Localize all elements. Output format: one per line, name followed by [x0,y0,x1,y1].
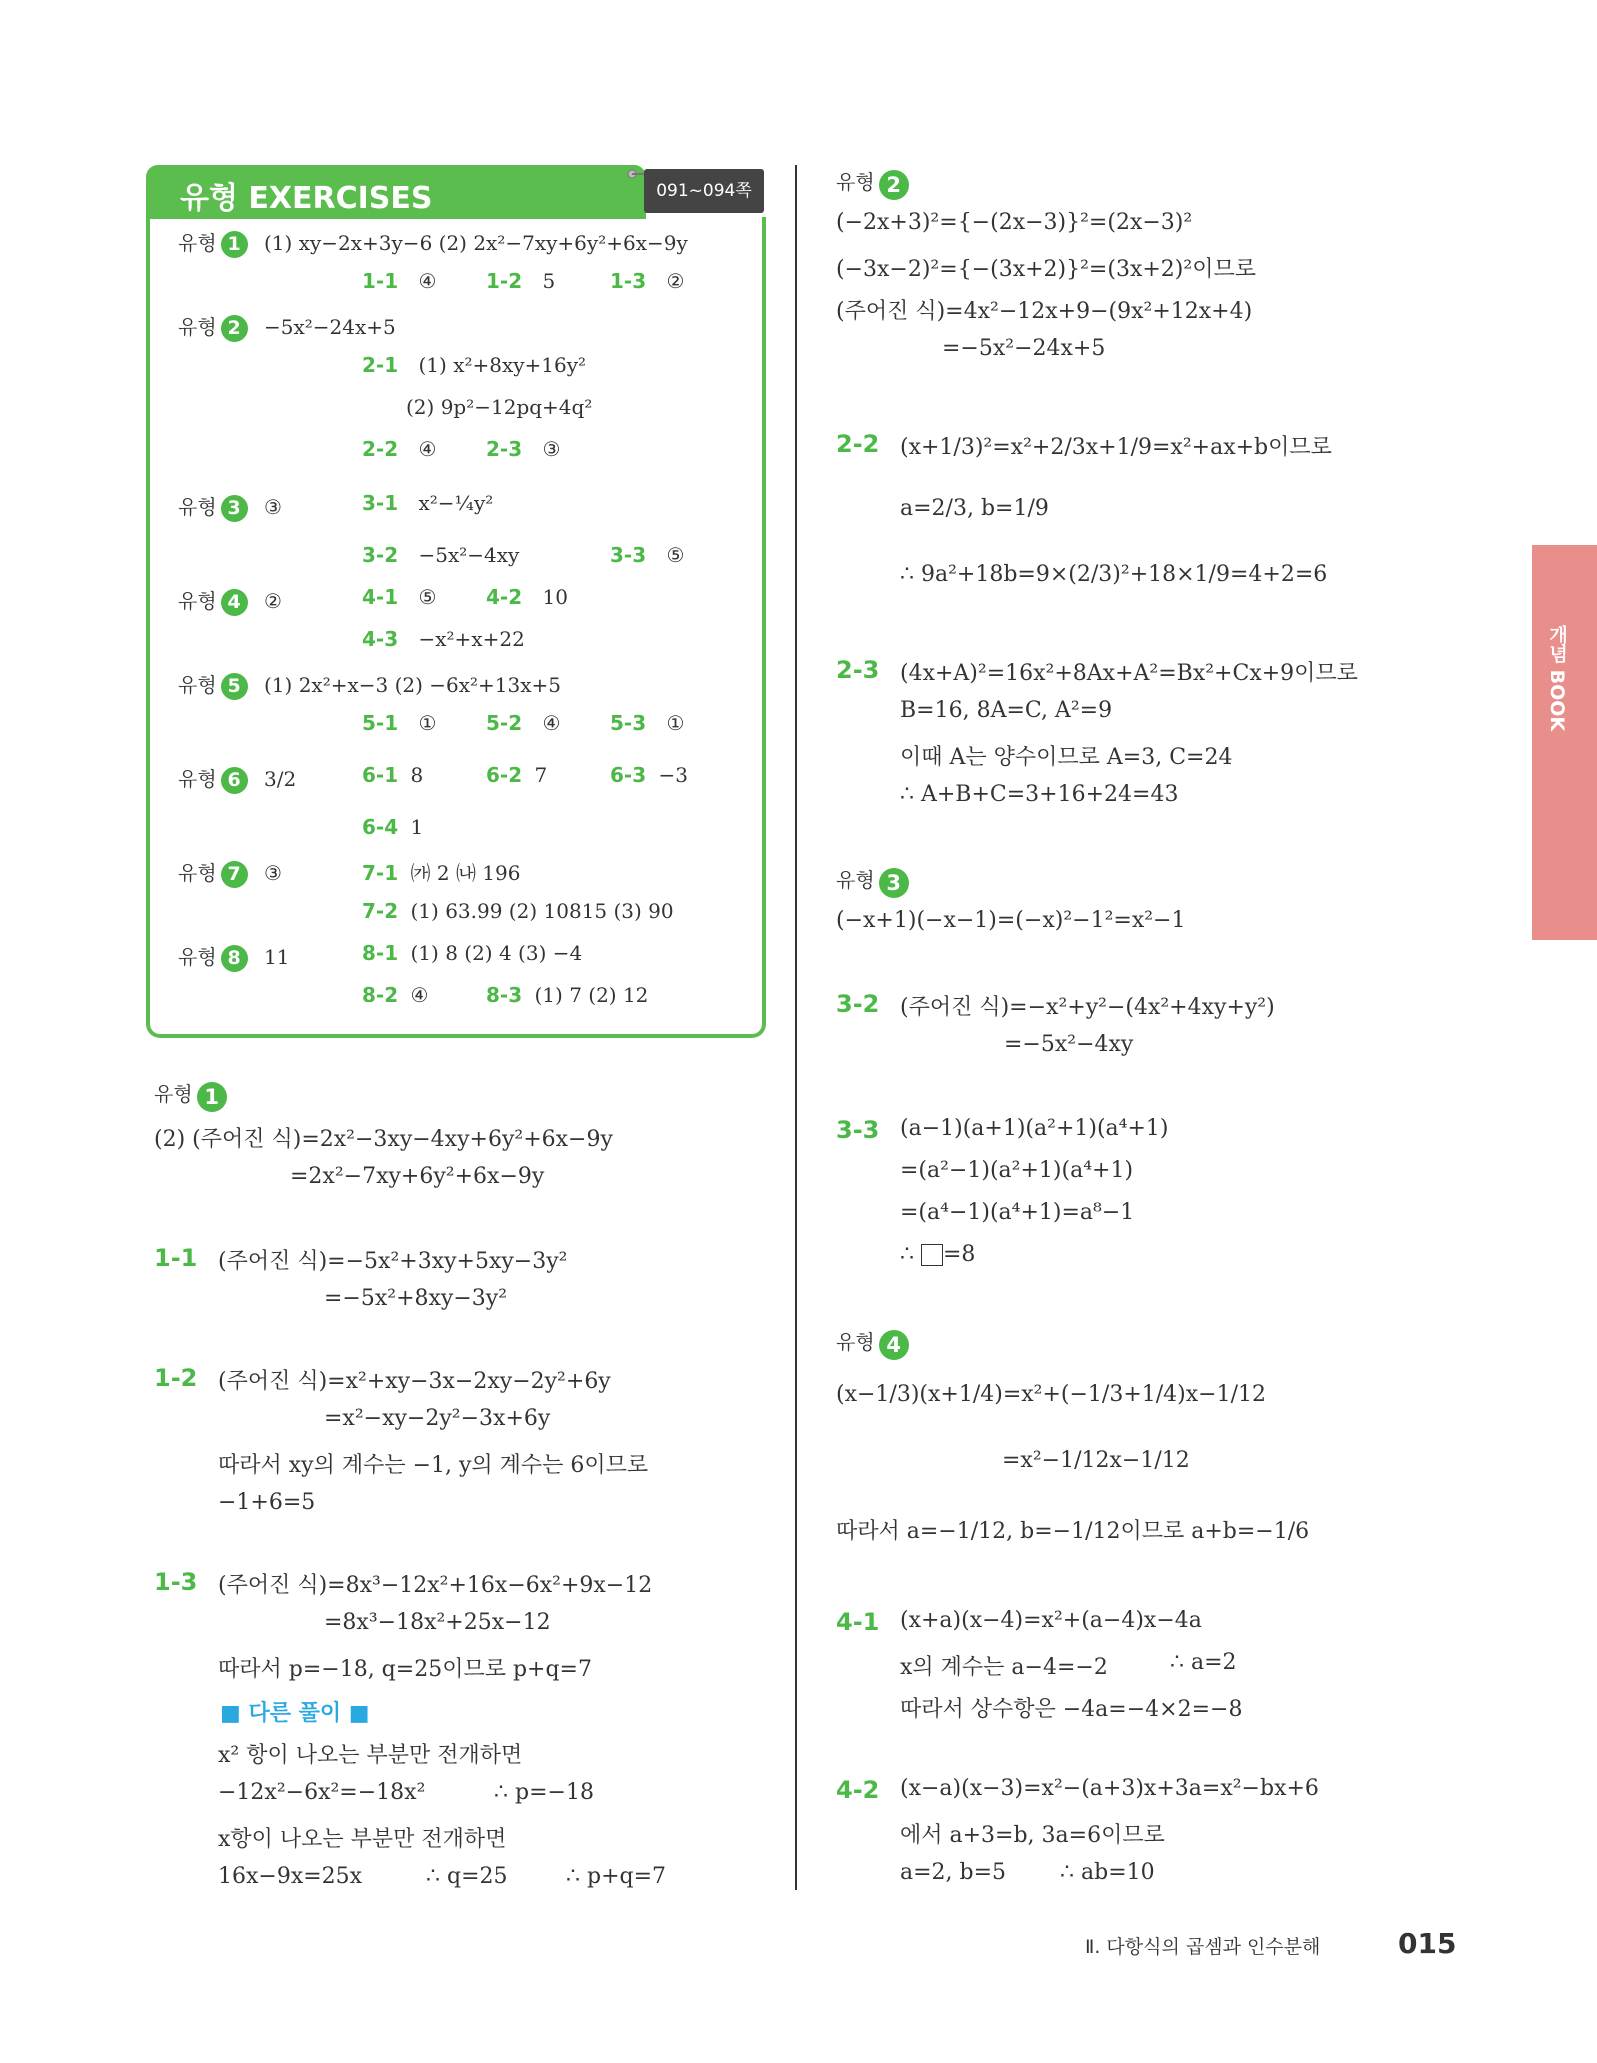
solution-line: x항이 나오는 부분만 전개하면 [218,1827,507,1852]
answer-value: 8 [410,763,424,787]
side-tab-text: 개념 BOOK [1546,625,1568,732]
answer-value: ② [666,269,685,293]
type-label: 유형 [178,861,217,885]
solution-line: x의 계수는 a−4=−2 [900,1655,1108,1680]
solution-line: 에서 a+3=b, 3a=6이므로 [900,1823,1165,1848]
solution-line: ∴ p=−18 [494,1780,594,1805]
exercises-pages-tag: 091~094쪽 [644,169,764,213]
type-label: 유형 [178,945,217,969]
problem-number: 1-3 [154,1568,198,1596]
solution-line: ∴ q=25 [426,1864,508,1889]
solution-line: ∴ ab=10 [1060,1860,1155,1885]
solution-line: ∴ a=2 [1170,1650,1237,1675]
problem-number: 6-3 [610,763,647,787]
solution-line: (x+a)(x−4)=x²+(a−4)x−4a [900,1608,1202,1633]
problem-number: 2-3 [486,437,523,461]
solution-line: =2x²−7xy+6y²+6x−9y [290,1164,545,1189]
answer-row [362,627,525,651]
solution-line: =−5x²−4xy [1004,1032,1134,1057]
type-label: 유형 [178,231,217,255]
answer-row [610,763,688,787]
type-number-badge: 2 [221,315,248,342]
problem-number: 1-3 [610,269,647,293]
answer-text: (1) xy−2x+3y−6 (2) 2x²−7xy+6y²+6x−9y [264,231,688,255]
alternative-solution-heading: ■ 다른 풀이 ■ [220,1701,370,1726]
answer-row [486,763,547,787]
solution-line: (a−1)(a+1)(a²+1)(a⁴+1) [900,1116,1169,1141]
answer-row [178,585,282,616]
answer-value: −5x²−4xy [418,543,520,567]
answer-row [178,941,289,972]
answer-text: −5x²−24x+5 [264,315,396,339]
solution-line: x² 항이 나오는 부분만 전개하면 [218,1743,523,1768]
solution-line: B=16, 8A=C, A²=9 [900,698,1113,723]
answer-row [178,227,688,258]
type-number-badge: 7 [221,861,248,888]
problem-number: 7-2 [362,899,399,923]
answer-value: 5 [542,269,556,293]
exercises-header [146,165,646,219]
problem-number: 4-1 [362,585,399,609]
solution-line: =8x³−18x²+25x−12 [324,1610,551,1635]
answer-row [362,815,423,839]
answer-row [486,437,560,461]
answer-row [362,763,423,787]
answer-row [178,857,282,888]
problem-number: 1-1 [362,269,399,293]
answer-text: ② [264,589,282,613]
solution-line: (주어진 식)=8x³−12x²+16x−6x²+9x−12 [218,1573,653,1598]
answer-row [406,395,592,419]
exercises-answers [146,217,766,1038]
solution-line: 따라서 a=−1/12, b=−1/12이므로 a+b=−1/6 [836,1519,1310,1544]
answer-value: 7 [534,763,548,787]
solution-line: =x²−xy−2y²−3x+6y [324,1406,551,1431]
answer-row [610,711,684,735]
answer-value: (1) x²+8xy+16y² [418,353,587,377]
blank-box-icon [921,1244,943,1266]
type-label: 유형 [836,1330,875,1354]
solution-line: (−3x−2)²={−(3x+2)}²=(3x+2)²이므로 [836,257,1256,282]
answer-value: 10 [542,585,568,609]
solution-line: 따라서 상수항은 −4a=−4×2=−8 [900,1697,1243,1722]
problem-number: 7-1 [362,861,399,885]
solution-line: 16x−9x=25x [218,1864,363,1889]
problem-number: 5-2 [486,711,523,735]
solution-line: −1+6=5 [218,1490,316,1515]
answer-value: ① [666,711,685,735]
answer-text: 3/2 [264,767,297,791]
answer-value: ④ [410,983,429,1007]
answer-value: −3 [658,763,688,787]
answer-row [486,983,648,1007]
answer-row [362,711,436,735]
problem-number: 8-3 [486,983,523,1007]
solution-line: (2) (주어진 식)=2x²−3xy−4xy+6y²+6x−9y [154,1127,613,1152]
answer-row [178,669,561,700]
problem-number: 4-2 [836,1776,880,1804]
answer-value: (1) 7 (2) 12 [534,983,649,1007]
problem-number: 4-3 [362,627,399,651]
answer-row [610,269,684,293]
answer-value: (1) 8 (2) 4 (3) −4 [410,941,583,965]
answer-row [362,491,493,515]
answer-value: ④ [418,437,437,461]
answer-text: 11 [264,945,290,969]
answer-text: ③ [264,861,282,885]
solution-line: ∴ 9a²+18b=9×(2/3)²+18×1/9=4+2=6 [900,562,1328,587]
problem-number: 2-3 [836,656,880,684]
problem-number: 4-1 [836,1608,880,1636]
solution-line: −12x²−6x²=−18x² [218,1780,426,1805]
answer-text: ③ [264,495,282,519]
type-label: 유형 [836,868,875,892]
answer-row [362,437,436,461]
answer-row [362,543,519,567]
type-number-badge: 4 [879,1330,909,1360]
section-type-3 [836,864,909,898]
section-type-4 [836,1326,909,1360]
problem-number: 2-1 [362,353,399,377]
problem-number: 5-3 [610,711,647,735]
type-number-badge: 1 [221,231,248,258]
problem-number: 8-2 [362,983,399,1007]
problem-number: 6-2 [486,763,523,787]
solution-line: =x²−1/12x−1/12 [1002,1448,1190,1473]
answer-value: ㈎ 2 ㈏ 196 [410,861,521,885]
answer-value: ① [418,711,437,735]
answer-value: ④ [542,711,561,735]
page-number: 015 [1398,1927,1457,1960]
problem-number: 3-2 [836,990,880,1018]
answer-row [610,543,684,567]
answer-row [178,491,282,522]
exercises-title: 유형 EXERCISES [180,181,433,216]
exercises-box [146,165,766,1038]
type-label: 유형 [178,673,217,697]
answer-value: x²−¼y² [418,491,494,515]
solution-line: (주어진 식)=−5x²+3xy+5xy−3y² [218,1249,568,1274]
answer-row [486,585,568,609]
answer-value: ⑤ [418,585,437,609]
section-type-2 [836,166,909,200]
footer-chapter: Ⅱ. 다항식의 곱셈과 인수분해 [1085,1936,1321,1958]
section-type-1 [154,1078,227,1112]
type-number-badge: 3 [221,495,248,522]
type-number-badge: 5 [221,673,248,700]
type-label: 유형 [178,315,217,339]
answer-row [362,857,520,886]
solution-value: =8 [943,1242,976,1267]
problem-number: 1-2 [154,1364,198,1392]
answer-value: ⑤ [666,543,685,567]
problem-number: 2-2 [836,430,880,458]
problem-number: 6-4 [362,815,399,839]
answer-value: −x²+x+22 [418,627,525,651]
problem-number: 6-1 [362,763,399,787]
type-number-badge: 4 [221,589,248,616]
solution-line: 따라서 p=−18, q=25이므로 p+q=7 [218,1657,592,1682]
solution-line: (x−a)(x−3)=x²−(a+3)x+3a=x²−bx+6 [900,1776,1319,1801]
problem-number: 2-2 [362,437,399,461]
problem-number: 3-1 [362,491,399,515]
problem-number: 1-2 [486,269,523,293]
solution-line: a=2/3, b=1/9 [900,496,1049,521]
type-number-badge: 1 [197,1082,227,1112]
solution-line: (−2x+3)²={−(2x−3)}²=(2x−3)² [836,210,1193,235]
answer-row [178,763,296,794]
type-number-badge: 6 [221,767,248,794]
answer-row [362,941,582,965]
solution-line: 따라서 xy의 계수는 −1, y의 계수는 6이므로 [218,1453,649,1478]
solution-line [900,1242,975,1267]
solution-line: (주어진 식)=−x²+y²−(4x²+4xy+y²) [900,995,1275,1020]
solution-line: (−x+1)(−x−1)=(−x)²−1²=x²−1 [836,908,1186,933]
problem-number: 3-2 [362,543,399,567]
type-number-badge: 3 [879,868,909,898]
answer-row [362,353,586,377]
solution-line: (4x+A)²=16x²+8Ax+A²=Bx²+Cx+9이므로 [900,661,1358,686]
solution-line: (주어진 식)=x²+xy−3x−2xy−2y²+6y [218,1369,611,1394]
answer-value: (1) 63.99 (2) 10815 (3) 90 [410,899,674,923]
column-divider [795,165,797,1890]
problem-number: 4-2 [486,585,523,609]
solution-line: 이때 A는 양수이므로 A=3, C=24 [900,745,1233,770]
solution-line: ∴ A+B+C=3+16+24=43 [900,782,1179,807]
type-label: 유형 [178,767,217,791]
answer-row [178,311,396,342]
type-label: 유형 [836,170,875,194]
solution-line: =(a⁴−1)(a⁴+1)=a⁸−1 [900,1200,1135,1225]
type-label: 유형 [178,495,217,519]
type-label: 유형 [178,589,217,613]
type-number-badge: 8 [221,945,248,972]
answer-row [362,269,436,293]
answer-row [362,899,674,923]
answer-value: ④ [418,269,437,293]
answer-value: ③ [542,437,561,461]
answer-row [486,711,560,735]
solution-line: (주어진 식)=4x²−12x+9−(9x²+12x+4) [836,299,1253,324]
side-tab-label [1546,625,1577,732]
side-tab [1532,545,1597,940]
solution-line: =(a²−1)(a²+1)(a⁴+1) [900,1158,1134,1183]
therefore-symbol: ∴ [900,1242,921,1267]
solution-line: (x+1/3)²=x²+2/3x+1/9=x²+ax+b이므로 [900,435,1332,460]
problem-number: 3-3 [836,1116,880,1144]
answer-row [486,269,555,293]
problem-number: 8-1 [362,941,399,965]
answer-value: (2) 9p²−12pq+4q² [406,395,593,419]
problem-number: 3-3 [610,543,647,567]
problem-number: 5-1 [362,711,399,735]
solution-line: ∴ p+q=7 [566,1864,667,1889]
solution-line: a=2, b=5 [900,1860,1007,1885]
answer-row [362,585,436,609]
solution-line: (x−1/3)(x+1/4)=x²+(−1/3+1/4)x−1/12 [836,1382,1267,1407]
solution-line: =−5x²+8xy−3y² [324,1286,508,1311]
answer-value: 1 [410,815,424,839]
solution-line: =−5x²−24x+5 [942,336,1106,361]
answer-text: (1) 2x²+x−3 (2) −6x²+13x+5 [264,673,562,697]
answer-row [362,983,428,1007]
problem-number: 1-1 [154,1244,198,1272]
type-number-badge: 2 [879,170,909,200]
type-label: 유형 [154,1082,193,1106]
